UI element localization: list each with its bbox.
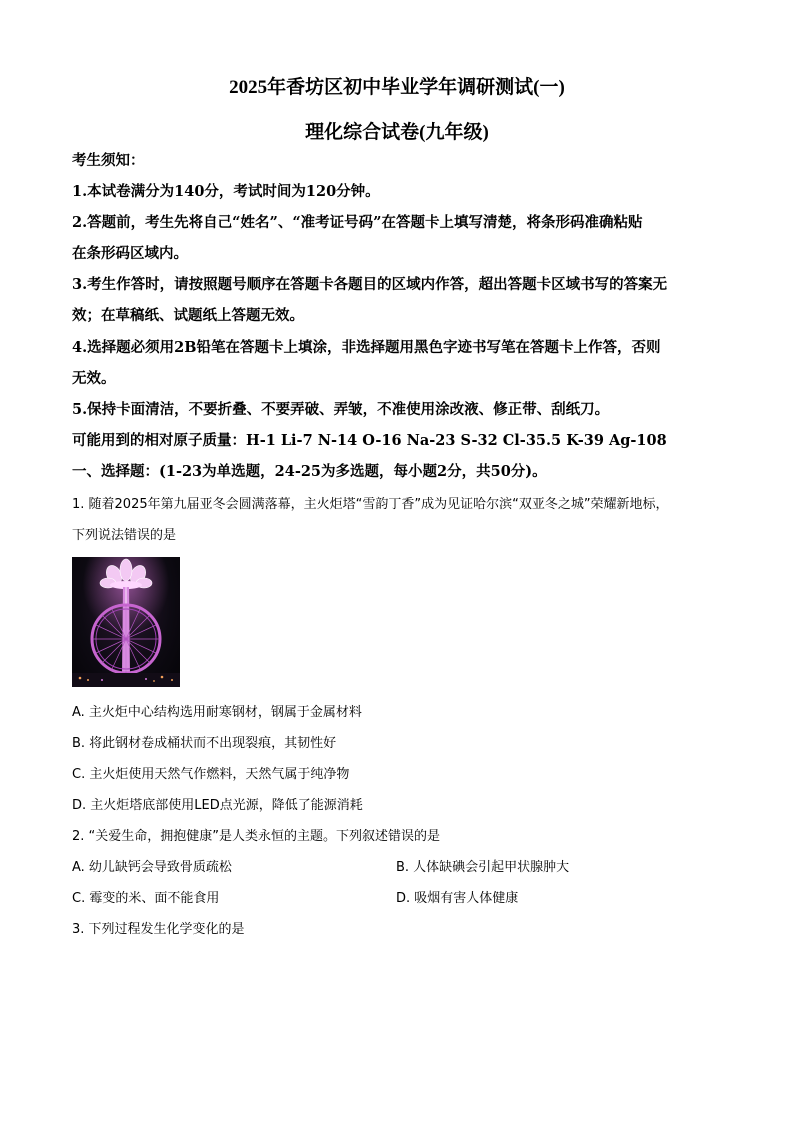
q1-option-b: B. 将此钢材卷成桶状而不出现裂痕，其韧性好: [72, 736, 337, 751]
q1-option-c: C. 主火炬使用天然气作燃料，天然气属于纯净物: [72, 767, 350, 782]
torch-tower-illustration: [72, 557, 180, 687]
q2-option-d: D. 吸烟有害人体健康: [396, 891, 519, 906]
notice-line-4: 3.考生作答时，请按照题号顺序在答题卡各题目的区域内作答，超出答题卡区域书写的答案无: [72, 276, 668, 293]
q2-stem: 2. “关爱生命，拥抱健康”是人类永恒的主题。下列叙述错误的是: [72, 829, 441, 844]
q1-option-a: A. 主火炬中心结构选用耐寒钢材，钢属于金属材料: [72, 705, 362, 720]
notice-line-7: 无效。: [72, 370, 116, 387]
q1-option-d: D. 主火炬塔底部使用LED点光源，降低了能源消耗: [72, 798, 363, 813]
q2-option-b: B. 人体缺碘会引起甲状腺肿大: [396, 860, 570, 875]
q1-stem-line1: 1. 随着2025年第九届亚冬会圆满落幕，主火炬塔“雪韵丁香”成为见证哈尔滨“双亚冬之城”荣耀新地标，: [72, 497, 669, 512]
notice-line-1: 1.本试卷满分为140分，考试时间为120分钟。: [72, 183, 380, 200]
section-heading: 一、选择题：(1-23为单选题，24-25为多选题，每小题2分，共50分)。: [72, 463, 547, 480]
notice-line-3: 在条形码区域内。: [72, 245, 188, 262]
exam-title: 2025年香坊区初中毕业学年调研测试(一): [229, 77, 565, 98]
q3-stem: 3. 下列过程发生化学变化的是: [72, 922, 245, 937]
q1-stem-line2: 下列说法错误的是: [72, 528, 177, 543]
exam-subtitle: 理化综合试卷(九年级): [305, 122, 489, 143]
q2-option-a: A. 幼儿缺钙会导致骨质疏松: [72, 860, 232, 875]
notice-line-8: 5.保持卡面清洁，不要折叠、不要弄破、弄皱，不准使用涂改液、修正带、刮纸刀。: [72, 401, 610, 418]
notice-line-6: 4.选择题必须用2B铅笔在答题卡上填涂，非选择题用黑色字迹书写笔在答题卡上作答，否则: [72, 339, 661, 356]
notice-line-5: 效；在草稿纸、试题纸上答题无效。: [72, 307, 304, 324]
atomic-masses: 可能用到的相对原子质量：H-1 Li-7 N-14 O-16 Na-23 S-32 Cl-35.5 K-39 Ag-108: [72, 432, 667, 449]
notice-line-2: 2.答题前，考生先将自己“姓名”、“准考证号码”在答题卡上填写清楚，将条形码准确粘贴: [72, 214, 643, 231]
notice-heading: 考生须知：: [72, 152, 145, 169]
q2-option-c: C. 霉变的米、面不能食用: [72, 891, 220, 906]
torch-tower-photo: [72, 557, 180, 687]
